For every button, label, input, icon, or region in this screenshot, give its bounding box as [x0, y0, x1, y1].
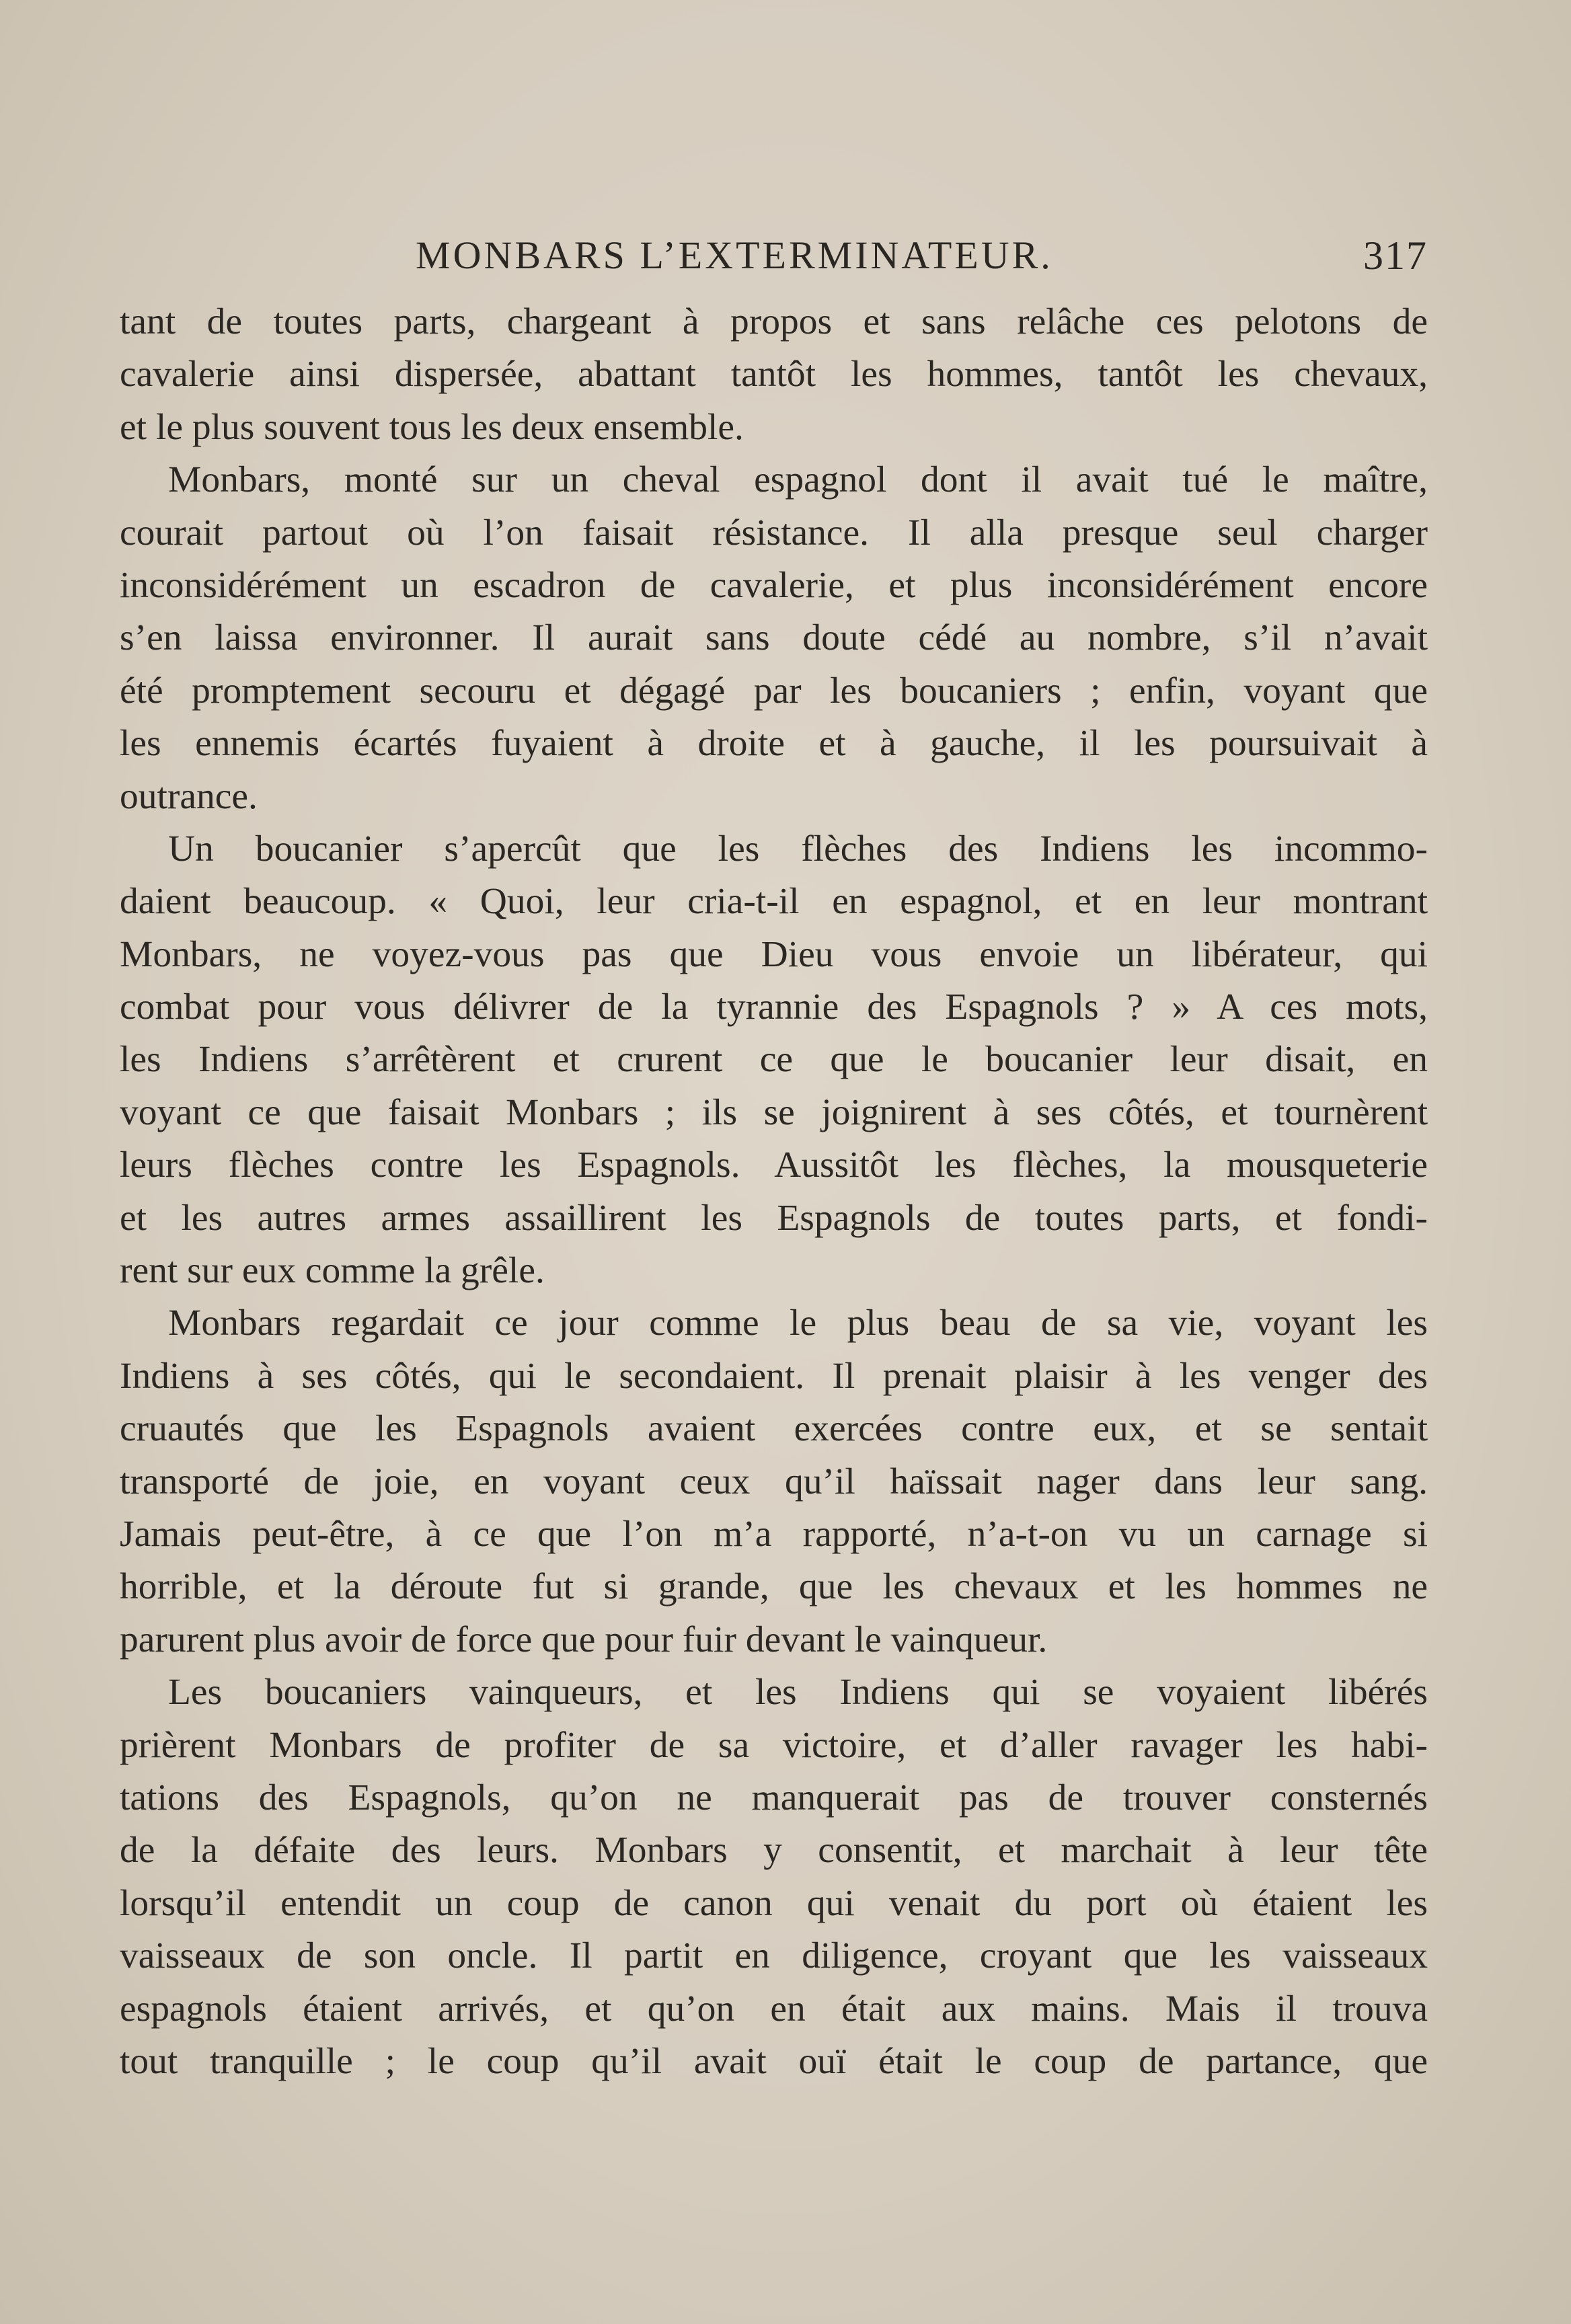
text-line: prièrent Monbars de profiter de sa victoire, et d’aller ravager les habi-: [120, 1724, 1428, 1766]
paragraph-3: [120, 823, 1428, 1298]
text-line: Monbars, ne voyez-vous pas que Dieu vous envoie un libérateur, qui: [120, 933, 1428, 975]
text-line: Monbars, monté sur un cheval espagnol dont il avait tué le maître,: [168, 459, 1428, 501]
text-line: espagnols étaient arrivés, et qu’on en était aux mains. Mais il trouva: [120, 1988, 1428, 2029]
text-line: été promptement secouru et dégagé par les boucaniers ; enfin, voyant que: [120, 670, 1428, 711]
text-line: tout tranquille ; le coup qu’il avait ouï était le coup de partance, que: [120, 2040, 1428, 2082]
text-line: Un boucanier s’apercût que les flèches des Indiens les incommo-: [168, 828, 1428, 869]
text-line: cavalerie ainsi dispersée, abattant tantôt les hommes, tantôt les chevaux,: [120, 354, 1428, 395]
text-line: cruautés que les Espagnols avaient exercées contre eux, et se sentait: [120, 1408, 1428, 1450]
text-line: courait partout où l’on faisait résistance. Il alla presque seul charger: [120, 512, 1428, 553]
paragraph-1: [120, 296, 1428, 454]
text-line: Indiens à ses côtés, qui le secondaient. Il prenait plaisir à les venger des: [120, 1355, 1428, 1397]
body-text: [120, 296, 1428, 2088]
text-line: inconsidérément un escadron de cavalerie, et plus inconsidérément encore: [120, 564, 1428, 606]
text-line: et les autres armes assaillirent les Espagnols de toutes parts, et fondi-: [120, 1197, 1428, 1239]
paragraph-2: [120, 454, 1428, 823]
text-line: Monbars regardait ce jour comme le plus beau de sa vie, voyant les: [168, 1303, 1428, 1344]
text-line: tations des Espagnols, qu’on ne manquerait pas de trouver consternés: [120, 1777, 1428, 1818]
text-line: tant de toutes parts, chargeant à propos et sans relâche ces pelotons de: [120, 301, 1428, 342]
text-line: Jamais peut-être, à ce que l’on m’a rapporté, n’a-t-on vu un carnage si: [120, 1513, 1428, 1555]
text-line: et le plus souvent tous les deux ensemble.: [120, 406, 744, 448]
text-line: les Indiens s’arrêtèrent et crurent ce que le boucanier leur disait, en: [120, 1039, 1428, 1081]
text-line: s’en laissa environner. Il aurait sans doute cédé au nombre, s’il n’avait: [120, 617, 1428, 659]
page-number: 317: [1363, 233, 1428, 278]
running-title: MONBARS L’EXTERMINATEUR.: [416, 233, 1053, 277]
page-header: [120, 229, 1428, 282]
text-line: transporté de joie, en voyant ceux qu’il haïssait nager dans leur sang.: [120, 1461, 1428, 1502]
text-line: Les boucaniers vainqueurs, et les Indiens qui se voyaient libérés: [168, 1672, 1428, 1713]
text-line: vaisseaux de son oncle. Il partit en diligence, croyant que les vaisseaux: [120, 1935, 1428, 1977]
paragraph-4: [120, 1297, 1428, 1666]
paragraph-5: [120, 1666, 1428, 2088]
text-line: parurent plus avoir de force que pour fuir devant le vainqueur.: [120, 1619, 1048, 1660]
text-line: outrance.: [120, 775, 258, 817]
text-line: leurs flèches contre les Espagnols. Aussitôt les flèches, la mousqueterie: [120, 1145, 1428, 1186]
text-line: de la défaite des leurs. Monbars y consentit, et marchait à leur tête: [120, 1830, 1428, 1871]
text-line: combat pour vous délivrer de la tyrannie des Espagnols ? » A ces mots,: [120, 986, 1428, 1028]
text-line: horrible, et la déroute fut si grande, que les chevaux et les hommes ne: [120, 1566, 1428, 1608]
text-line: lorsqu’il entendit un coup de canon qui venait du port où étaient les: [120, 1882, 1428, 1924]
text-line: daient beaucoup. « Quoi, leur cria-t-il en espagnol, et en leur montrant: [120, 881, 1428, 923]
text-line: voyant ce que faisait Monbars ; ils se joignirent à ses côtés, et tournèrent: [120, 1091, 1428, 1133]
text-line: rent sur eux comme la grêle.: [120, 1250, 545, 1292]
text-line: les ennemis écartés fuyaient à droite et à gauche, il les poursuivait à: [120, 723, 1428, 765]
